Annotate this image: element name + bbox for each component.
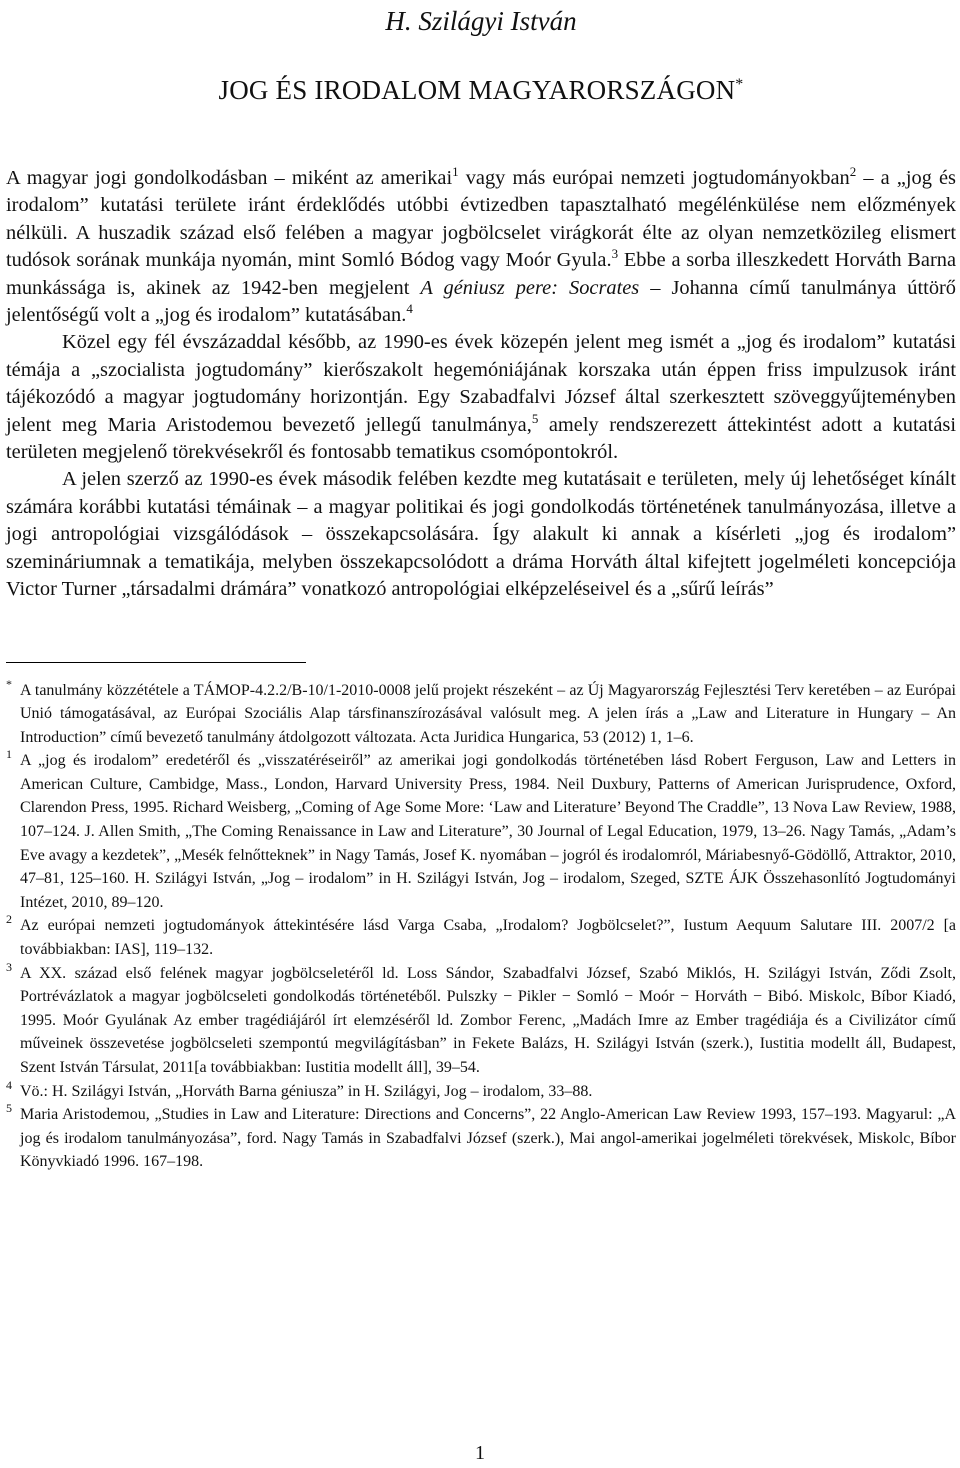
footnote-ref-3: 3: [611, 246, 619, 262]
footnote-mark: 4: [6, 1077, 12, 1092]
p1-text-d: Ebbe a sorba illeszkedett Horváth Barna munkássága is, akinek az 1942-ben megjelent: [6, 249, 956, 299]
author-heading: H. Szilágyi István: [385, 6, 577, 36]
p2-text-b: amely rendszerezett áttekintést adott a kutatási területen megjelenő törekvésekről és fontosabb tematikus csomópontokról.: [6, 413, 956, 464]
footnote-5: [6, 1103, 956, 1174]
footnote-mark: 3: [6, 959, 12, 974]
p1-text-e: – Johanna című tanulmánya úttörő jelentőségű volt a „jog és irodalom” kutatásában.: [6, 276, 957, 327]
footnote-text: Az európai nemzeti jogtudományok áttekintésére lásd Varga Csaba, „Irodalom? Jogbölcselet?”, Iustum Aequum Salutare III. 2007/2 [a továbbiakban: IAS], 119–132.: [20, 917, 956, 959]
footnote-mark: 2: [6, 912, 12, 927]
page-title: [6, 68, 956, 107]
body-text: [6, 165, 956, 604]
footnote-text: Maria Aristodemou, „Studies in Law and Literature: Directions and Concerns”, 22 Anglo-American Law Review 1993, 157–193. Magyarul: „A jog és irodalom tanulmányozása”, ford. Nagy Tamás in Szabadfalvi József (szerk.), Mai angol-amerikai jogelméleti törekvések, Miskolc, Bíbor Könyvkiadó 1996. 167–198.: [20, 1106, 956, 1171]
footnote-ref-5: 5: [531, 410, 539, 426]
footnote-ref-1: 1: [452, 164, 459, 180]
footnotes: [6, 676, 956, 1174]
footnote-1: [6, 749, 956, 914]
footnote-mark: *: [6, 676, 12, 691]
footnote-mark: 5: [6, 1101, 12, 1116]
p1-text-c: – a „jog és irodalom” kutatási területe iránt érdeklődés utóbbi évtizedben tapasztalható megélénkülése nem előzmények nélküli. A huszadik század első felében a magyar jogbölcselet virágkorát élte az olyan nemzetközileg elismert tudósok sorának munkája nyomán, mint Somló Bódog vagy Moór Gyula.: [6, 167, 956, 272]
work-title: A géniusz pere: Socrates: [420, 276, 640, 299]
title-text: JOG ÉS IRODALOM MAGYARORSZÁGON: [218, 75, 736, 105]
document-page: [6, 0, 956, 1174]
paragraph-3: A jelen szerző az 1990-es évek második felében kezdte meg kutatásait e területen, mely új lehetőséget kínált számára korábbi kutatási témáinak – a magyar politikai és jogi gondolkodás történetének tanulmányozása, illetve a jogi antropológiai vizsgálódások – összekapcsolására. Így alakult ki annak a kísérleti „jog és irodalom” szemináriumnak a tematikája, melyben összekapcsolódott a dráma Horváth által kifejtett jogelméleti koncepciója Victor Turner „társadalmi drámára” vonatkozó antropológiai elképzeléseivel és a „sűrű leírás”: [6, 468, 956, 601]
paragraph-2: [6, 329, 956, 466]
p1-text-a: A magyar jogi gondolkodásban – miként az amerikai: [6, 167, 453, 189]
p1-text-b: vagy más európai nemzeti jogtudományokban: [458, 167, 850, 189]
footnote-separator: [6, 662, 306, 663]
footnote-2: [6, 914, 956, 961]
footnote-text: A XX. század első felének magyar jogbölcseletéről ld. Loss Sándor, Szabadfalvi József, Szabó Miklós, H. Szilágyi István, Ződi Zsolt, Portrévázlatok a magyar jogbölcseleti gondolkodás történetéből. Pulszky − Pikler − Somló − Moór − Horváth − Bibó. Miskolc, Bíbor Kiadó, 1995. Moór Gyulának Az ember tragédiájáról írt elemzéséről ld. Zombor Ferenc, „Madách Imre az Ember tragédiája és a Civilizátor című műveinek összevetése jogbölcseleti szempontú megvilágításban” in Fekete Balázs, H. Szilágyi István (szerk.), Iustitia modellt áll, Budapest, Szent István Társulat, 2011[a továbbiakban: Iustitia modellt áll], 39–54.: [20, 964, 956, 1076]
footnote-text: A tanulmány közzététele a TÁMOP-4.2.2/B-10/1-2010-0008 jelű projekt részeként – az Új Magyarország Fejlesztési Terv keretében – az Európai Unió támogatásával, az Európai Szociális Alap társfinanszírozásával valósult meg. A jelen írás a „Law and Literature in Hungary – An Introduction” című bevezető tanulmány átdolgozott változata. Acta Juridica Hungarica, 53 (2012) 1, 1–6.: [20, 681, 956, 746]
page-number: 1: [475, 1442, 485, 1464]
p2-text-a: Közel egy fél évszázaddal később, az 1990-es évek közepén jelent meg ismét a „jog és irodalom” kutatási témája a „szocialista jogtudomány” kierőszakolt hegemóniájának korszaka után éppen friss impulzusok iránt tájékozódó a magyar jogtudomány horizontján. Egy Szabadfalvi József által szerkesztett szöveggyűjteményben jelent meg Maria Aristodemou bevezető jellegű tanulmánya,: [6, 331, 956, 436]
footnote-text: A „jog és irodalom” eredetéről és „visszatéréseiről” az amerikai jogi gondolkodás történetében lásd Robert Ferguson, Law and Letters in American Culture, Cambidge, Mass., London, Harvard University Press, 1984. Neil Duxbury, Patterns of American Jurisprudence, Oxford, Clarendon Press, 1995. Richard Weisberg, „Coming of Age Some More: ‘Law and Literature’ Beyond The Craddle”, 13 Nova Law Review, 1988, 107–124. J. Allen Smith, „The Coming Renaissance in Law and Literature”, 30 Journal of Legal Education, 1979, 13–26. Nagy Tamás, „Adam’s Eve avagy a kezdetek”, „Mesék felnőtteknek” in Nagy Tamás, Josef K. nyomában – jogról és irodalomról, Máriabesnyő-Gödöllő, Attraktor, 2010, 47–81, 125–160. H. Szilágyi István, „Jog – irodalom” in H. Szilágyi István, Jog – irodalom, Szeged, SZTE ÁJK Összehasonlító Jogtudományi Intézet, 2010, 89–120.: [20, 752, 956, 911]
title-footnote-mark: *: [735, 76, 744, 93]
footnote-ref-2: 2: [849, 164, 857, 180]
footnote-4: [6, 1077, 956, 1104]
footnote-star: [6, 676, 956, 750]
footnote-ref-4: 4: [406, 301, 413, 317]
footnote-mark: 1: [6, 747, 12, 762]
footnote-text: Vö.: H. Szilágyi István, „Horváth Barna géniusza” in H. Szilágyi, Jog – irodalom, 33–88.: [20, 1082, 593, 1100]
paragraph-1: [6, 165, 956, 329]
footnote-3: [6, 959, 956, 1080]
